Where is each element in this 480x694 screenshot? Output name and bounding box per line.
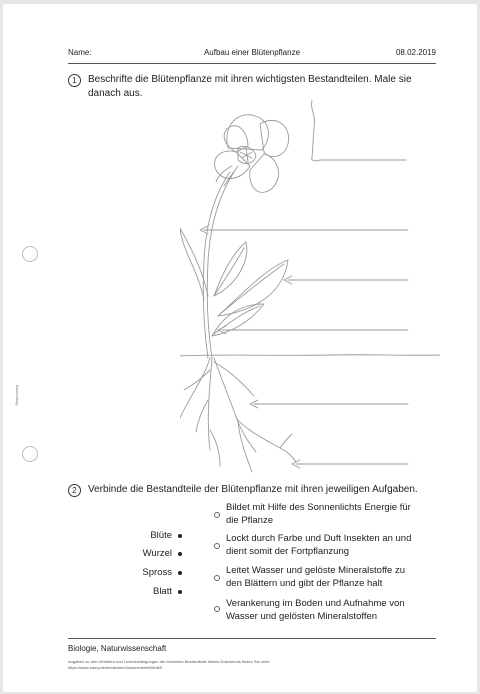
label-line — [312, 100, 406, 161]
function-connector-dot[interactable] — [214, 512, 220, 518]
function-pollination: Lockt durch Farbe und Duft Insekten an und dient somit der Fortpflanzung — [226, 533, 412, 557]
name-label: Name: — [68, 48, 92, 57]
function-energy: Bildet mit Hilfe des Sonnenlichts Energie für die Pflanze — [226, 502, 411, 526]
term-bluete: Blüte — [150, 530, 172, 541]
function-transport: Leitet Wasser und gelöste Mineralstoffe zu den Blättern und gibt der Pflanze halt — [226, 565, 406, 589]
task-1-text: Beschrifte die Blütenpflanze mit ihren wichtigsten Bestandteilen. Male sie danach aus. — [88, 74, 412, 99]
punch-hole — [22, 246, 38, 262]
function-anchoring: Verankerung im Boden und Aufnahme von Wasser und gelösten Mineralstoffen — [226, 598, 405, 622]
term-blatt: Blatt — [152, 586, 172, 597]
term-connector-dot[interactable] — [178, 534, 182, 538]
term-connector-dot[interactable] — [178, 552, 182, 556]
term-connector-dot[interactable] — [178, 590, 182, 594]
footer-note: Angaben zu den Urhebern und Lizenzbedingungen der einzelnen Bestandteile dieses Dokuments finden Sie unter — [68, 659, 270, 664]
ground-line — [180, 355, 440, 356]
task-number: 1 — [68, 74, 81, 87]
date: 08.02.2019 — [395, 48, 436, 57]
task-number: 2 — [68, 484, 81, 497]
root — [180, 358, 210, 418]
function-connector-dot[interactable] — [214, 575, 220, 581]
footer-link[interactable]: https://www.tutory.de/entdecken/dokument/e690ed69 — [68, 665, 162, 670]
term-spross: Spross — [142, 567, 172, 578]
plant-drawing — [180, 100, 440, 478]
footer-subject: Biologie, Naturwissenschaft — [68, 644, 167, 653]
term-connector-dot[interactable] — [178, 571, 182, 575]
page-title: Aufbau einer Blütenpflanze — [203, 48, 301, 57]
term-wurzel: Wurzel — [142, 548, 172, 559]
side-mark: Sterposnmy — [14, 384, 19, 406]
task-2-text: Verbinde die Bestandteile der Blütenpflanze mit ihren jeweiligen Aufgaben. — [88, 484, 418, 495]
petal — [260, 120, 289, 156]
header-divider — [68, 63, 436, 64]
footer-divider — [68, 638, 436, 639]
function-connector-dot[interactable] — [214, 606, 220, 612]
punch-hole — [22, 446, 38, 462]
header — [68, 48, 436, 60]
function-connector-dot[interactable] — [214, 543, 220, 549]
